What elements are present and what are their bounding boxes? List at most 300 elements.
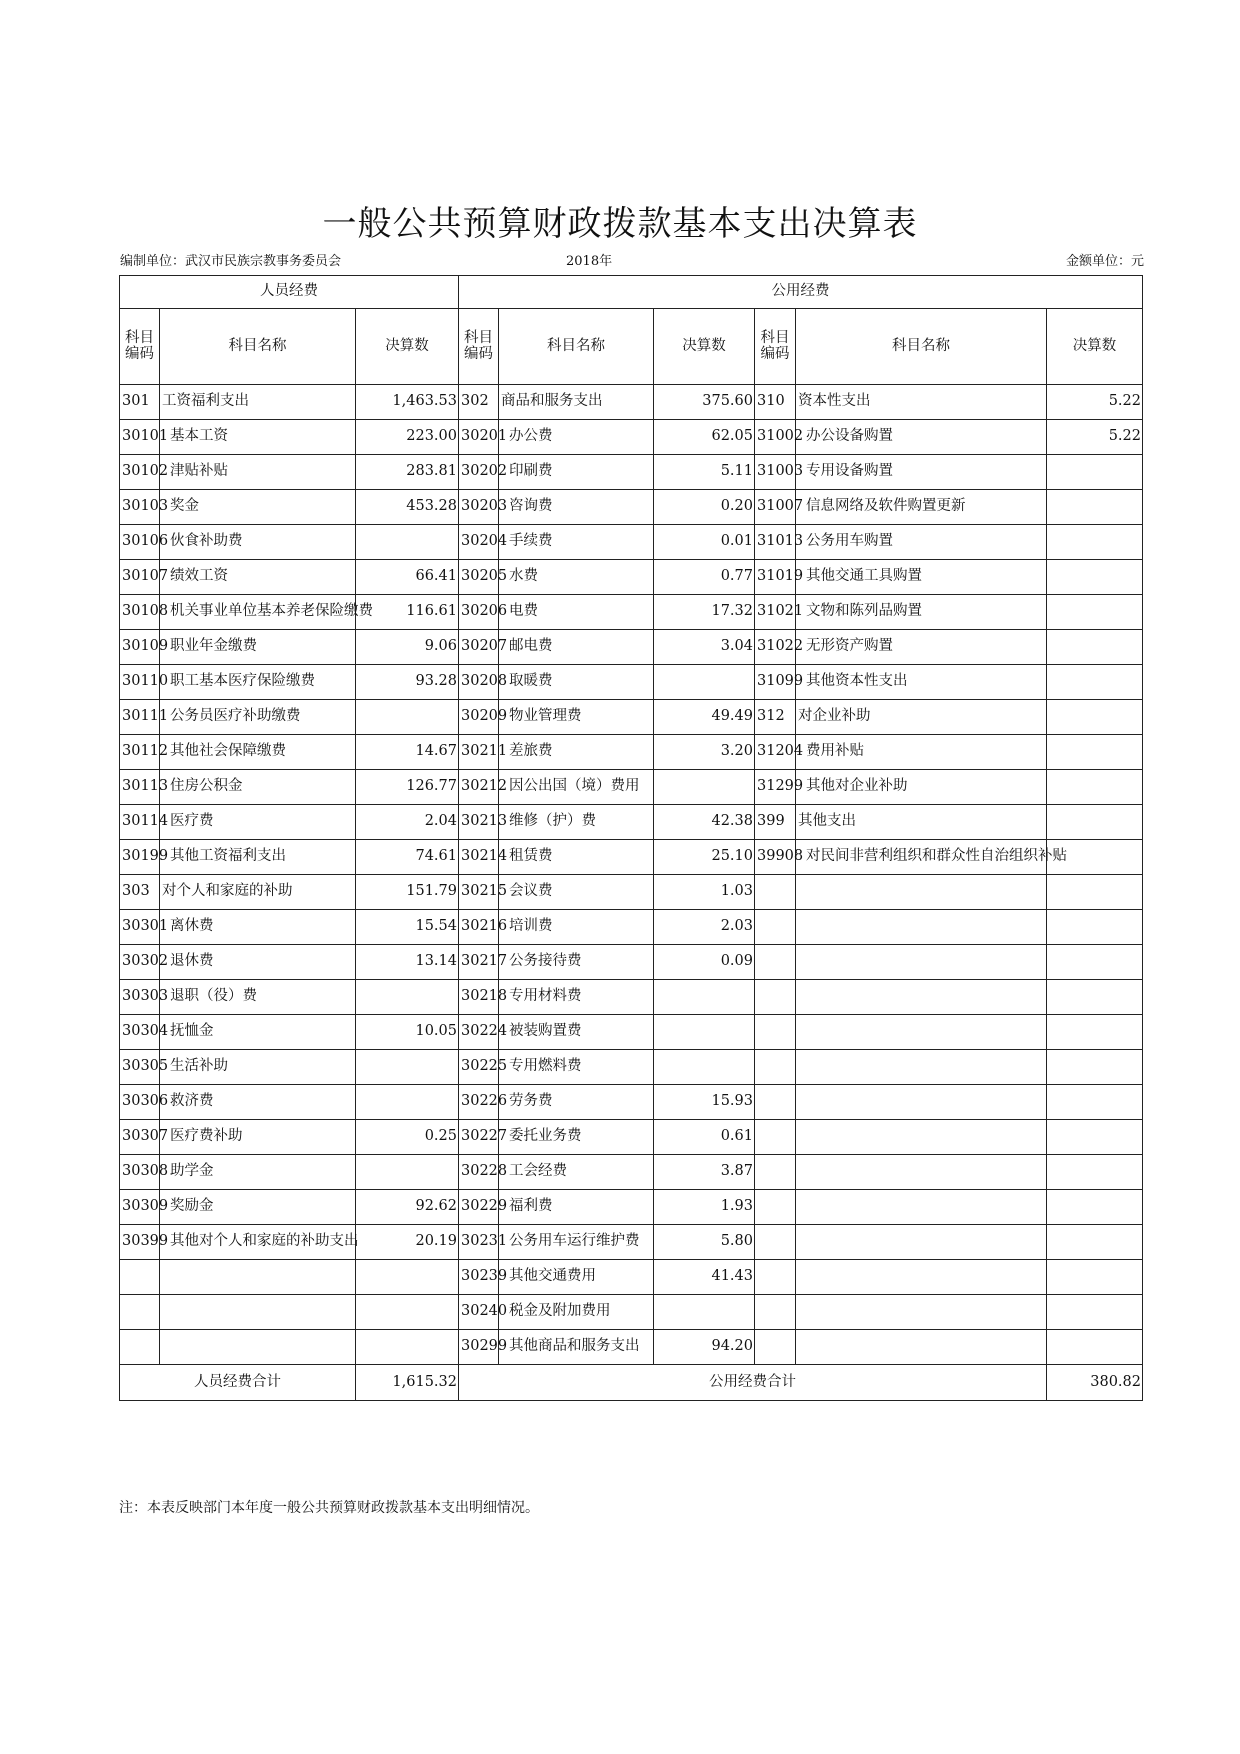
- subject-code-cell: 30103: [120, 490, 160, 525]
- amount-cell: 5.22: [1047, 420, 1143, 455]
- table-row: [120, 1295, 1143, 1330]
- subject-name-cell: 医疗费补助: [160, 1120, 356, 1155]
- subject-code-cell: 30217: [459, 945, 499, 980]
- amount-cell: 25.10: [654, 840, 755, 875]
- subject-name-cell: 退职（役）费: [160, 980, 356, 1015]
- amount-cell: 5.22: [1047, 385, 1143, 420]
- subject-name-cell: [796, 1225, 1047, 1260]
- amount-cell: [1047, 490, 1143, 525]
- subject-code-cell: 302: [459, 385, 499, 420]
- subject-name-cell: 其他交通工具购置: [796, 560, 1047, 595]
- subject-name-cell: [796, 1155, 1047, 1190]
- amount-cell: 15.93: [654, 1085, 755, 1120]
- subject-code-cell: 30239: [459, 1260, 499, 1295]
- subject-code-cell: 30201: [459, 420, 499, 455]
- subject-name-cell: 文物和陈列品购置: [796, 595, 1047, 630]
- amount-cell: [1047, 700, 1143, 735]
- subject-name-cell: [796, 980, 1047, 1015]
- subject-code-cell: 31204: [755, 735, 796, 770]
- amount-cell: 151.79: [356, 875, 459, 910]
- subject-name-cell: 伙食补助费: [160, 525, 356, 560]
- amount-cell: 62.05: [654, 420, 755, 455]
- amount-cell: 42.38: [654, 805, 755, 840]
- table-row: [120, 1085, 1143, 1120]
- table-row: [120, 1330, 1143, 1365]
- subject-name-cell: 费用补贴: [796, 735, 1047, 770]
- subject-code-cell: 30207: [459, 630, 499, 665]
- subject-code-cell: 30113: [120, 770, 160, 805]
- subject-code-cell: [120, 1295, 160, 1330]
- table-row: [120, 875, 1143, 910]
- subject-code-cell: 31021: [755, 595, 796, 630]
- subject-code-cell: 31013: [755, 525, 796, 560]
- public-total-label: 公用经费合计: [459, 1365, 1047, 1401]
- compiling-unit: 编制单位：武汉市民族宗教事务委员会: [120, 254, 342, 269]
- subject-code-cell: 30199: [120, 840, 160, 875]
- amount-cell: [356, 1260, 459, 1295]
- amount-cell: [654, 1015, 755, 1050]
- col-header-name: 科目名称: [796, 309, 1047, 385]
- subject-code-cell: 301: [120, 385, 160, 420]
- subject-code-cell: 310: [755, 385, 796, 420]
- amount-cell: 375.60: [654, 385, 755, 420]
- subject-name-cell: 离休费: [160, 910, 356, 945]
- subject-code-cell: 31019: [755, 560, 796, 595]
- table-row: [120, 1260, 1143, 1295]
- subject-code-cell: 30204: [459, 525, 499, 560]
- amount-cell: [356, 1330, 459, 1365]
- amount-cell: [1047, 1050, 1143, 1085]
- subject-code-cell: 30209: [459, 700, 499, 735]
- subject-name-cell: 税金及附加费用: [499, 1295, 654, 1330]
- subject-name-cell: 手续费: [499, 525, 654, 560]
- subject-name-cell: 公务员医疗补助缴费: [160, 700, 356, 735]
- subject-code-cell: [755, 1225, 796, 1260]
- subject-code-cell: 30305: [120, 1050, 160, 1085]
- subject-code-cell: 30107: [120, 560, 160, 595]
- subject-code-cell: 30213: [459, 805, 499, 840]
- subject-name-cell: 取暖费: [499, 665, 654, 700]
- amount-cell: [1047, 1085, 1143, 1120]
- amount-cell: [1047, 560, 1143, 595]
- amount-cell: 5.11: [654, 455, 755, 490]
- subject-code-cell: 30399: [120, 1225, 160, 1260]
- subject-name-cell: [796, 1050, 1047, 1085]
- subject-code-cell: 31007: [755, 490, 796, 525]
- subject-code-cell: 30303: [120, 980, 160, 1015]
- subject-code-cell: 39908: [755, 840, 796, 875]
- subject-code-cell: [755, 1260, 796, 1295]
- subject-code-cell: 30304: [120, 1015, 160, 1050]
- subject-name-cell: 其他商品和服务支出: [499, 1330, 654, 1365]
- subject-name-cell: [796, 1120, 1047, 1155]
- subject-code-cell: 30211: [459, 735, 499, 770]
- fiscal-year: 2018年: [566, 254, 613, 269]
- table-row: [120, 1155, 1143, 1190]
- subject-code-cell: [755, 1085, 796, 1120]
- amount-cell: 0.61: [654, 1120, 755, 1155]
- amount-cell: 1.03: [654, 875, 755, 910]
- subject-code-cell: 30212: [459, 770, 499, 805]
- subject-code-cell: 30218: [459, 980, 499, 1015]
- subject-code-cell: [120, 1330, 160, 1365]
- amount-cell: [1047, 455, 1143, 490]
- subject-code-cell: 30301: [120, 910, 160, 945]
- table-row: [120, 1190, 1143, 1225]
- subject-code-cell: 30215: [459, 875, 499, 910]
- subject-name-cell: 福利费: [499, 1190, 654, 1225]
- amount-cell: 3.20: [654, 735, 755, 770]
- amount-cell: 20.19: [356, 1225, 459, 1260]
- subject-name-cell: 其他对个人和家庭的补助支出: [160, 1225, 356, 1260]
- subject-name-cell: 职业年金缴费: [160, 630, 356, 665]
- amount-cell: 0.25: [356, 1120, 459, 1155]
- table-row: [120, 700, 1143, 735]
- subject-code-cell: 30101: [120, 420, 160, 455]
- amount-cell: 116.61: [356, 595, 459, 630]
- subject-name-cell: 无形资产购置: [796, 630, 1047, 665]
- amount-cell: 66.41: [356, 560, 459, 595]
- amount-cell: [1047, 875, 1143, 910]
- subject-name-cell: [796, 1085, 1047, 1120]
- subject-code-cell: 30106: [120, 525, 160, 560]
- subject-code-cell: 30231: [459, 1225, 499, 1260]
- amount-cell: [356, 1085, 459, 1120]
- subject-name-cell: [796, 1295, 1047, 1330]
- subject-code-cell: 30240: [459, 1295, 499, 1330]
- subject-code-cell: 30111: [120, 700, 160, 735]
- subject-name-cell: 其他支出: [796, 805, 1047, 840]
- subject-name-cell: 资本性支出: [796, 385, 1047, 420]
- amount-cell: 0.77: [654, 560, 755, 595]
- amount-cell: [1047, 910, 1143, 945]
- table-row: [120, 420, 1143, 455]
- subject-code-cell: [120, 1260, 160, 1295]
- subject-name-cell: 对民间非营利组织和群众性自治组织补贴: [796, 840, 1047, 875]
- subject-name-cell: 生活补助: [160, 1050, 356, 1085]
- public-total-amount: 380.82: [1047, 1365, 1143, 1401]
- amount-cell: [654, 980, 755, 1015]
- amount-cell: [1047, 735, 1143, 770]
- table-row: [120, 945, 1143, 980]
- table-row: [120, 490, 1143, 525]
- subject-name-cell: 邮电费: [499, 630, 654, 665]
- subject-name-cell: 印刷费: [499, 455, 654, 490]
- subject-code-cell: [755, 1120, 796, 1155]
- amount-unit: 金额单位：元: [1065, 254, 1144, 269]
- amount-cell: [1047, 1155, 1143, 1190]
- col-header-code: 科目编码: [459, 309, 499, 385]
- table-row: [120, 805, 1143, 840]
- subject-code-cell: 31003: [755, 455, 796, 490]
- table-row: [120, 910, 1143, 945]
- amount-cell: [356, 1155, 459, 1190]
- subject-name-cell: [796, 1330, 1047, 1365]
- subject-code-cell: 30109: [120, 630, 160, 665]
- amount-cell: 2.03: [654, 910, 755, 945]
- amount-cell: 94.20: [654, 1330, 755, 1365]
- subject-code-cell: 30225: [459, 1050, 499, 1085]
- page-title: 一般公共预算财政拨款基本支出决算表: [322, 204, 918, 244]
- subject-code-cell: 30114: [120, 805, 160, 840]
- subject-name-cell: 办公设备购置: [796, 420, 1047, 455]
- subject-name-cell: 会议费: [499, 875, 654, 910]
- subject-name-cell: 医疗费: [160, 805, 356, 840]
- subject-code-cell: 30214: [459, 840, 499, 875]
- amount-cell: 126.77: [356, 770, 459, 805]
- amount-cell: 9.06: [356, 630, 459, 665]
- table-row: [120, 1050, 1143, 1085]
- subject-code-cell: [755, 945, 796, 980]
- subject-code-cell: 30205: [459, 560, 499, 595]
- subject-name-cell: 其他资本性支出: [796, 665, 1047, 700]
- amount-cell: [1047, 1260, 1143, 1295]
- subject-name-cell: 工资福利支出: [160, 385, 356, 420]
- amount-cell: [1047, 1120, 1143, 1155]
- amount-cell: [356, 980, 459, 1015]
- amount-cell: [1047, 595, 1143, 630]
- subject-code-cell: 30208: [459, 665, 499, 700]
- subject-name-cell: 绩效工资: [160, 560, 356, 595]
- subject-name-cell: 物业管理费: [499, 700, 654, 735]
- table-row: [120, 525, 1143, 560]
- subject-name-cell: 其他对企业补助: [796, 770, 1047, 805]
- table-row: [120, 840, 1143, 875]
- subject-code-cell: 30102: [120, 455, 160, 490]
- totals-row: [120, 1365, 1143, 1401]
- table-row: [120, 770, 1143, 805]
- subject-code-cell: 30110: [120, 665, 160, 700]
- subject-name-cell: 委托业务费: [499, 1120, 654, 1155]
- subject-name-cell: 公务用车购置: [796, 525, 1047, 560]
- subject-name-cell: 专用材料费: [499, 980, 654, 1015]
- subject-name-cell: 商品和服务支出: [499, 385, 654, 420]
- subject-name-cell: 退休费: [160, 945, 356, 980]
- amount-cell: 453.28: [356, 490, 459, 525]
- table-row: [120, 630, 1143, 665]
- amount-cell: 1.93: [654, 1190, 755, 1225]
- subject-name-cell: 职工基本医疗保险缴费: [160, 665, 356, 700]
- subject-name-cell: 助学金: [160, 1155, 356, 1190]
- subject-name-cell: 信息网络及软件购置更新: [796, 490, 1047, 525]
- subject-code-cell: 312: [755, 700, 796, 735]
- subject-name-cell: [796, 945, 1047, 980]
- subject-code-cell: [755, 910, 796, 945]
- subject-name-cell: 租赁费: [499, 840, 654, 875]
- subject-name-cell: [160, 1260, 356, 1295]
- subject-code-cell: 30224: [459, 1015, 499, 1050]
- subject-code-cell: 30112: [120, 735, 160, 770]
- subject-code-cell: 30299: [459, 1330, 499, 1365]
- group-public-header: 公用经费: [459, 276, 1143, 309]
- amount-cell: [1047, 1190, 1143, 1225]
- subject-code-cell: 30309: [120, 1190, 160, 1225]
- col-header-code: 科目编码: [755, 309, 796, 385]
- amount-cell: [654, 1050, 755, 1085]
- amount-cell: [654, 665, 755, 700]
- subject-code-cell: 30216: [459, 910, 499, 945]
- table-row: [120, 1015, 1143, 1050]
- subject-name-cell: 专用设备购置: [796, 455, 1047, 490]
- subject-code-cell: 303: [120, 875, 160, 910]
- subject-name-cell: 维修（护）费: [499, 805, 654, 840]
- subject-code-cell: [755, 1295, 796, 1330]
- amount-cell: 0.20: [654, 490, 755, 525]
- subject-name-cell: 咨询费: [499, 490, 654, 525]
- table-row: [120, 665, 1143, 700]
- subject-name-cell: 抚恤金: [160, 1015, 356, 1050]
- amount-cell: 10.05: [356, 1015, 459, 1050]
- amount-cell: [356, 1295, 459, 1330]
- subject-code-cell: [755, 980, 796, 1015]
- amount-cell: 5.80: [654, 1225, 755, 1260]
- amount-cell: [654, 1295, 755, 1330]
- subject-code-cell: 30228: [459, 1155, 499, 1190]
- amount-cell: 283.81: [356, 455, 459, 490]
- amount-cell: 49.49: [654, 700, 755, 735]
- subject-code-cell: 30203: [459, 490, 499, 525]
- col-header-amount: 决算数: [356, 309, 459, 385]
- group-header-row: [120, 276, 1143, 309]
- subject-name-cell: 电费: [499, 595, 654, 630]
- subject-name-cell: 津贴补贴: [160, 455, 356, 490]
- subject-name-cell: [796, 1260, 1047, 1295]
- subject-name-cell: 其他交通费用: [499, 1260, 654, 1295]
- subject-code-cell: 31099: [755, 665, 796, 700]
- subject-name-cell: 机关事业单位基本养老保险缴费: [160, 595, 356, 630]
- subject-name-cell: 住房公积金: [160, 770, 356, 805]
- amount-cell: [1047, 665, 1143, 700]
- subject-name-cell: 基本工资: [160, 420, 356, 455]
- subject-name-cell: 办公费: [499, 420, 654, 455]
- subject-name-cell: [160, 1295, 356, 1330]
- subject-name-cell: [796, 1190, 1047, 1225]
- col-header-amount: 决算数: [1047, 309, 1143, 385]
- amount-cell: [1047, 945, 1143, 980]
- subject-code-cell: 31002: [755, 420, 796, 455]
- subject-name-cell: 对企业补助: [796, 700, 1047, 735]
- subject-name-cell: [796, 1015, 1047, 1050]
- amount-cell: 0.09: [654, 945, 755, 980]
- subject-code-cell: [755, 1190, 796, 1225]
- subject-name-cell: 救济费: [160, 1085, 356, 1120]
- footnote: 注：本表反映部门本年度一般公共预算财政拨款基本支出明细情况。: [119, 1500, 539, 1516]
- amount-cell: 15.54: [356, 910, 459, 945]
- col-header-amount: 决算数: [654, 309, 755, 385]
- amount-cell: [1047, 1015, 1143, 1050]
- subject-code-cell: [755, 1330, 796, 1365]
- col-header-name: 科目名称: [499, 309, 654, 385]
- subject-code-cell: [755, 1155, 796, 1190]
- col-header-name: 科目名称: [160, 309, 356, 385]
- amount-cell: 74.61: [356, 840, 459, 875]
- amount-cell: [1047, 805, 1143, 840]
- subject-name-cell: 奖金: [160, 490, 356, 525]
- subject-code-cell: 30302: [120, 945, 160, 980]
- amount-cell: 17.32: [654, 595, 755, 630]
- table-row: [120, 735, 1143, 770]
- subject-name-cell: [796, 875, 1047, 910]
- amount-cell: 3.04: [654, 630, 755, 665]
- amount-cell: [1047, 525, 1143, 560]
- amount-cell: [1047, 1225, 1143, 1260]
- subject-code-cell: 399: [755, 805, 796, 840]
- amount-cell: 14.67: [356, 735, 459, 770]
- subject-name-cell: 对个人和家庭的补助: [160, 875, 356, 910]
- amount-cell: [1047, 630, 1143, 665]
- subject-name-cell: 公务接待费: [499, 945, 654, 980]
- subject-code-cell: [755, 875, 796, 910]
- subject-name-cell: 因公出国（境）费用: [499, 770, 654, 805]
- amount-cell: 1,463.53: [356, 385, 459, 420]
- table-row: [120, 1225, 1143, 1260]
- subject-name-cell: 培训费: [499, 910, 654, 945]
- amount-cell: [356, 525, 459, 560]
- budget-table: [119, 275, 1143, 1401]
- amount-cell: [1047, 770, 1143, 805]
- subject-code-cell: 30226: [459, 1085, 499, 1120]
- table-row: [120, 455, 1143, 490]
- subject-name-cell: 差旅费: [499, 735, 654, 770]
- table-row: [120, 595, 1143, 630]
- amount-cell: [356, 700, 459, 735]
- subject-code-cell: 30108: [120, 595, 160, 630]
- subject-code-cell: 30206: [459, 595, 499, 630]
- col-header-code: 科目编码: [120, 309, 160, 385]
- subject-code-cell: 31299: [755, 770, 796, 805]
- amount-cell: [356, 1050, 459, 1085]
- subject-name-cell: 工会经费: [499, 1155, 654, 1190]
- subject-name-cell: 其他工资福利支出: [160, 840, 356, 875]
- subject-name-cell: 劳务费: [499, 1085, 654, 1120]
- amount-cell: [1047, 1330, 1143, 1365]
- subject-code-cell: 30227: [459, 1120, 499, 1155]
- amount-cell: 93.28: [356, 665, 459, 700]
- subject-name-cell: 奖励金: [160, 1190, 356, 1225]
- subject-name-cell: 公务用车运行维护费: [499, 1225, 654, 1260]
- subject-code-cell: 30306: [120, 1085, 160, 1120]
- subject-code-cell: 30308: [120, 1155, 160, 1190]
- amount-cell: [1047, 1295, 1143, 1330]
- column-header-row: [120, 309, 1143, 385]
- subject-name-cell: [796, 910, 1047, 945]
- subject-name-cell: 水费: [499, 560, 654, 595]
- amount-cell: 92.62: [356, 1190, 459, 1225]
- subject-code-cell: 31022: [755, 630, 796, 665]
- personnel-total-amount: 1,615.32: [356, 1365, 459, 1401]
- amount-cell: 0.01: [654, 525, 755, 560]
- amount-cell: 223.00: [356, 420, 459, 455]
- subject-name-cell: 其他社会保障缴费: [160, 735, 356, 770]
- group-personnel-header: 人员经费: [120, 276, 459, 309]
- amount-cell: 3.87: [654, 1155, 755, 1190]
- subject-name-cell: 被装购置费: [499, 1015, 654, 1050]
- amount-cell: 2.04: [356, 805, 459, 840]
- subject-name-cell: [160, 1330, 356, 1365]
- amount-cell: 13.14: [356, 945, 459, 980]
- table-row: [120, 980, 1143, 1015]
- table-row: [120, 560, 1143, 595]
- amount-cell: [654, 770, 755, 805]
- amount-cell: [1047, 980, 1143, 1015]
- subject-code-cell: [755, 1015, 796, 1050]
- subject-code-cell: 30229: [459, 1190, 499, 1225]
- subject-code-cell: [755, 1050, 796, 1085]
- table-row: [120, 1120, 1143, 1155]
- subject-name-cell: 专用燃料费: [499, 1050, 654, 1085]
- subject-code-cell: 30202: [459, 455, 499, 490]
- subject-code-cell: 30307: [120, 1120, 160, 1155]
